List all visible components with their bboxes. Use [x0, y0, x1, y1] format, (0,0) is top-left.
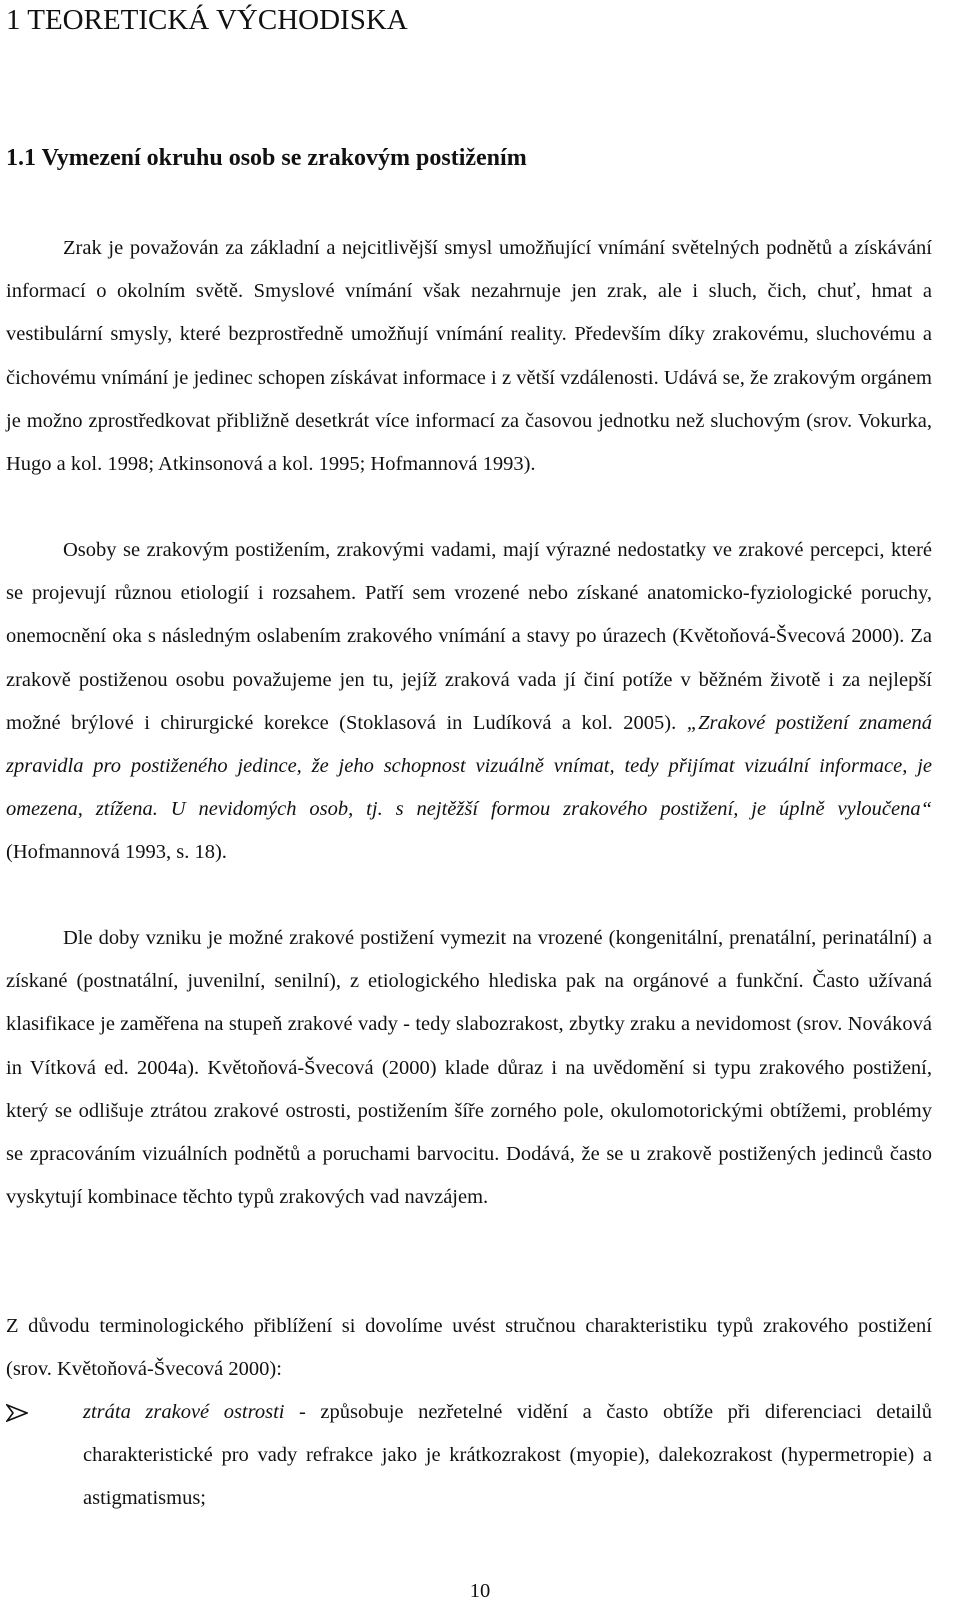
impairment-type-list	[6, 1391, 932, 1521]
paragraph-terminology: Z důvodu terminologického přiblížení si dovolíme uvést stručnou charakteristiku typů zrakového postižení (srov. Květoňová-Švecová 2000):	[6, 1315, 932, 1381]
italic-quote: „Zrakové postižení znamená zpravidla pro postiženého jedince, že jeho schopnost vizuálně vnímat, tedy přijímat vizuální informace, je omezena, ztížena. U nevidomých osob, tj. s nejtěžší formou zrakového postižení, je úplně vyloučena“	[6, 711, 932, 821]
quote-citation: (Hofmannová 1993, s. 18).	[6, 841, 227, 864]
arrowhead-bullet-icon	[6, 1404, 28, 1422]
list-item	[6, 1391, 932, 1521]
page-number: 10	[469, 1580, 491, 1602]
list-item-text: - způsobuje nezřetelné vidění a často obtíže při diferenciaci detailů charakteristické pro vady refrakce jako je krátkozrakost (myopie), dalekozrakost (hypermetropie) a astigmatismus;	[83, 1401, 933, 1510]
paragraph-visual-impairment-definition	[6, 529, 932, 875]
paragraph-sight-intro: Zrak je považován za základní a nejcitlivější smysl umožňující vnímání světelných podnětů a získávání informací o okolním světě. Smyslové vnímání však nezahrnuje jen zrak, ale i sluch, čich, chuť, hmat a vestibulární smysly, které bezprostředně umožňují vnímání reality. Především díky zrakovému, sluchovému a čichovému vnímání je jedinec schopen získávat informace i z větší vzdálenosti. Udává se, že zrakovým orgánem je možno zprostředkovat přibližně desetkrát více informací za časovou jednotku než sluchovým (srov. Vokurka, Hugo a kol. 1998; Atkinsonová a kol. 1995; Hofmannová 1993).	[6, 237, 932, 476]
paragraph-classification: Dle doby vzniku je možné zrakové postižení vymezit na vrozené (kongenitální, prenatální, perinatální) a získané (postnatální, juvenilní, senilní), z etiologického hlediska pak na orgánové a funkční. Často užívaná klasifikace je zaměřena na stupeň zrakové vady - tedy slabozrakost, zbytky zraku a nevidomost (srov. Nováková in Vítková ed. 2004a). Květoňová-Švecová (2000) klade důraz i na uvědomění si typu zrakového postižení, který se odlišuje ztrátou zrakové ostrosti, postižením šíře zorného pole, okulomotorickými obtížemi, problémy se zpracováním vizuálních podnětů a poruchami barvocitu. Dodává, že se u zrakově postižených jedinců často vyskytují kombinace těchto typů zrakových vad navzájem.	[6, 927, 932, 1209]
chapter-heading: 1 TEORETICKÁ VÝCHODISKA	[6, 4, 408, 36]
list-item-term: ztráta zrakové ostrosti	[83, 1401, 285, 1423]
section-heading: 1.1 Vymezení okruhu osob se zrakovým postižením	[6, 145, 527, 171]
paragraph-definition-text: Osoby se zrakovým postižením, zrakovými vadami, mají výrazné nedostatky ve zrakové percepci, které se projevují různou etiologií i rozsahem. Patří sem vrozené nebo získané anatomicko-fyziologické poruchy, onemocnění oka s následným oslabením zrakového vnímání a stavy po úrazech (Květoňová-Švecová 2000). Za zrakově postiženou osobu považujeme jen tu, jejíž zraková vada jí činí potíže v běžném životě i za nejlepší možné brýlové i chirurgické korekce (Stoklasová in Ludíková a kol. 2005).	[6, 539, 932, 734]
